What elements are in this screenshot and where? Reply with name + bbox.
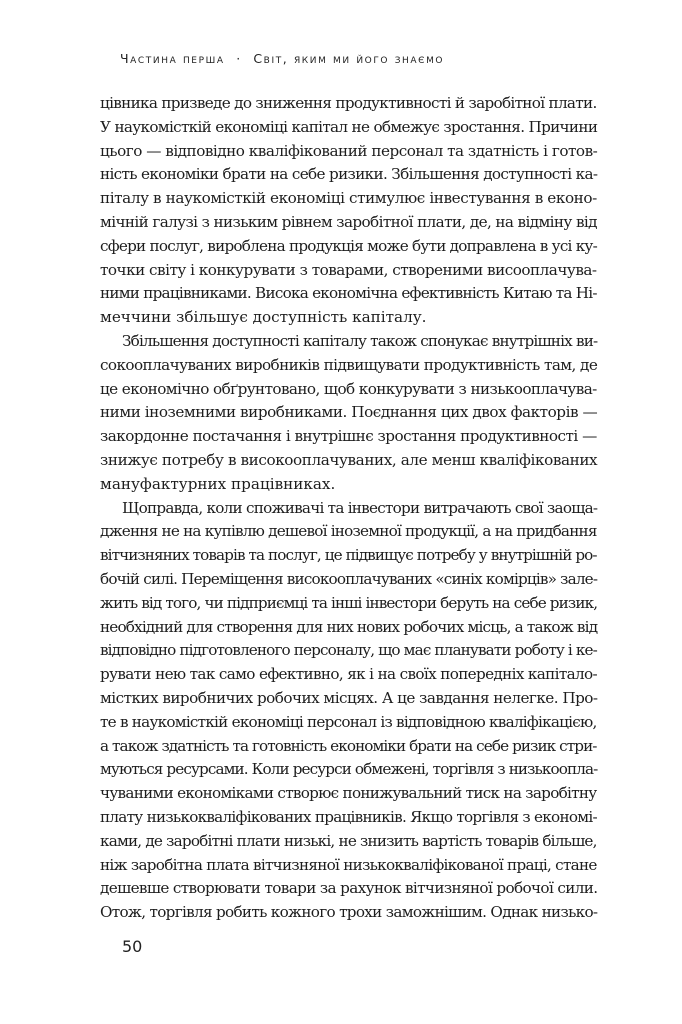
text-line: ними іноземними виробниками. Поєднання цих двох факторів — [100, 403, 598, 422]
header-chapter-title: Світ, яким ми його знаємо [253, 51, 445, 66]
text-line: цього — відповідно кваліфікований персонал та здатність і готов- [100, 141, 598, 160]
text-line: необхідний для створення для них нових робочих місць, а також від [100, 617, 598, 636]
text-line: а також здатність та готовність економіки брати на себе ризик стри- [100, 736, 597, 755]
text-line: жить від того, чи підприємці та інші інвестори беруть на себе ризик, [100, 593, 598, 612]
text-line: точки світу і конкурувати з товарами, створеними висооплачува- [100, 260, 597, 279]
text-line: ками, де заробітні плати низькі, не знизить вартість товарів більше, [100, 831, 597, 850]
running-header [120, 51, 444, 66]
text-line: У наукомісткій економіці капітал не обмежує зростання. Причини [100, 117, 598, 136]
text-line: те в наукомісткій економіці персонал із відповідною кваліфікацією, [100, 712, 597, 731]
text-line: рувати нею так само ефективно, як і на своїх попередніх капітало- [100, 665, 598, 684]
text-line: дження не на купівлю дешевої іноземної продукції, а на придбання [100, 522, 597, 541]
text-line: мічній галузі з низьким рівнем заробітної плати, де, на відміну від [100, 212, 597, 231]
body-text [100, 92, 597, 925]
text-line: відповідно підготовленого персоналу, що має планувати роботу і ке- [100, 641, 597, 660]
text-line: ність економіки брати на себе ризики. Збільшення доступності ка- [100, 165, 598, 184]
text-line: меччини збільшує доступність капіталу. [100, 308, 427, 327]
text-line: піталу в наукомісткій економіці стимулює інвестування в еконо- [100, 189, 597, 208]
text-line: вітчизняних товарів та послуг, це підвищує потребу у внутрішній ро- [100, 546, 597, 565]
text-line: закордонне постачання і внутрішнє зростання продуктивності — [100, 427, 597, 446]
page-number: 50 [122, 937, 143, 956]
text-line: Збільшення доступності капіталу також спонукає внутрішніх ви- [122, 331, 598, 350]
text-line: знижує потребу в високооплачуваних, але менш кваліфікованих [100, 450, 598, 469]
text-line: мануфактурних працівниках. [100, 474, 336, 493]
text-line: муються ресурсами. Коли ресурси обмежені, торгівля з низькоопла- [100, 760, 598, 779]
text-line: містких виробничих робочих місцях. А це завдання нелегке. Про- [100, 688, 598, 707]
text-line: ніж заробітна плата вітчизняної низькокваліфікованої праці, стане [100, 855, 597, 874]
text-line: Щоправда, коли споживачі та інвестори витрачають свої заоща- [122, 498, 598, 517]
text-line: чуваними економіками створює понижувальний тиск на заробітну [100, 784, 597, 803]
text-line: дешевше створювати товари за рахунок вітчизняної робочої сили. [100, 879, 598, 898]
text-line: Отож, торгівля робить кожного трохи заможнішим. Однак низько- [100, 903, 598, 922]
text-line: бочій силі. Переміщення високооплачуваних «синіх комірців» зале- [100, 569, 598, 588]
header-part-label: Частина перша [120, 51, 225, 66]
text-line: ними працівниками. Висока економічна ефективність Китаю та Ні- [100, 284, 597, 303]
text-line: плату низькокваліфікованих працівників. Якщо торгівля з економі- [100, 807, 597, 826]
text-line: сокооплачуваних виробників підвищувати продуктивність там, де [100, 355, 598, 374]
text-line: цівника призведе до зниження продуктивності й заробітної плати. [100, 94, 597, 112]
text-line: сфери послуг, вироблена продукція може бути доправлена в усі ку- [100, 236, 597, 255]
header-separator: · [236, 51, 242, 66]
text-line: це економічно обґрунтовано, щоб конкурувати з низькооплачува- [100, 379, 597, 398]
